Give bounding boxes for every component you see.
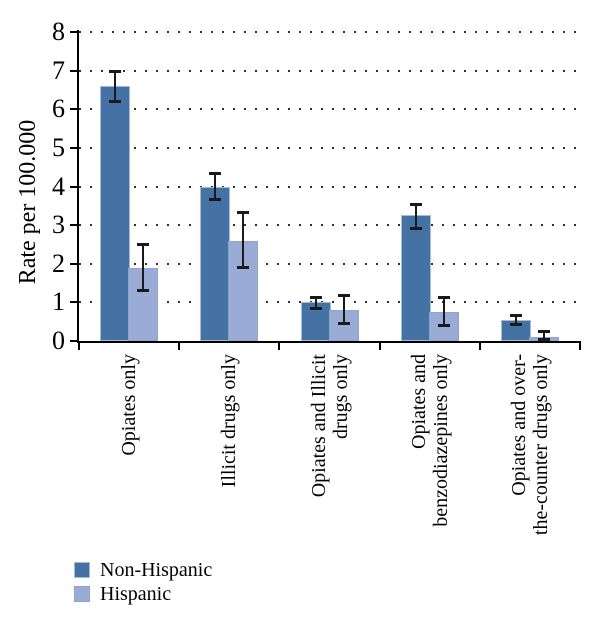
- error-bar-cap-bottom: [109, 100, 121, 103]
- error-bar-line: [415, 204, 417, 229]
- error-bar-cap-bottom: [209, 198, 221, 201]
- y-axis: [77, 30, 79, 343]
- gridline-y-6: [79, 108, 580, 110]
- legend-swatch-non-hispanic-icon: [74, 562, 90, 578]
- x-tick-5: [579, 341, 581, 350]
- gridline-y-7: [79, 70, 580, 72]
- legend-label-hispanic: Hispanic: [100, 582, 172, 605]
- error-bar-line: [114, 71, 116, 102]
- x-tick-0: [78, 341, 80, 350]
- x-category-label-3: Opiates and Illicit drugs only: [307, 354, 352, 498]
- gridline-y-3: [79, 224, 580, 226]
- y-tick-label-5: 5: [52, 132, 65, 162]
- error-bar-line: [343, 295, 345, 324]
- x-axis: [77, 341, 581, 343]
- gridline-y-2: [79, 263, 580, 265]
- error-bar-cap-top: [510, 314, 522, 317]
- error-bar-cap-bottom: [438, 324, 450, 327]
- error-bar-cap-bottom: [310, 307, 322, 310]
- gridline-y-4: [79, 186, 580, 188]
- error-bar-cap-top: [410, 203, 422, 206]
- gridline-y-8: [79, 31, 580, 33]
- y-tick-label-0: 0: [52, 326, 65, 355]
- y-axis-title: Rate per 100.000: [15, 119, 41, 285]
- y-tick-label-1: 1: [52, 287, 65, 317]
- y-tick-label-7: 7: [52, 55, 65, 85]
- x-category-label-1: Opiates only: [118, 354, 141, 456]
- error-bar-cap-top: [310, 296, 322, 299]
- error-bar-cap-top: [209, 172, 221, 175]
- x-tick-1: [178, 341, 180, 350]
- y-tick-label-4: 4: [52, 171, 65, 201]
- x-tick-2: [278, 341, 280, 350]
- error-bar-cap-bottom: [137, 289, 149, 292]
- error-bar-cap-bottom: [237, 266, 249, 269]
- error-bar-cap-top: [338, 294, 350, 297]
- y-tick-label-3: 3: [52, 210, 65, 240]
- legend-swatch-hispanic-icon: [74, 586, 90, 602]
- x-category-label-5: Opiates and over- the-counter drugs only: [507, 354, 552, 536]
- bar-non-hispanic-category-2: [200, 187, 230, 342]
- error-bar-cap-bottom: [410, 227, 422, 230]
- y-tick-label-2: 2: [52, 248, 65, 278]
- error-bar-cap-top: [109, 70, 121, 73]
- error-bar-line: [214, 173, 216, 200]
- x-tick-4: [479, 341, 481, 350]
- error-bar-cap-bottom: [538, 338, 550, 341]
- error-bar-cap-top: [237, 211, 249, 214]
- bar-non-hispanic-category-4: [401, 215, 431, 341]
- legend-item-hispanic: [74, 582, 212, 606]
- gridline-y-5: [79, 147, 580, 149]
- error-bar-cap-top: [538, 330, 550, 333]
- error-bar-cap-top: [137, 243, 149, 246]
- error-bar-cap-top: [438, 296, 450, 299]
- y-tick-label-6: 6: [52, 94, 65, 124]
- error-bar-line: [443, 297, 445, 326]
- x-tick-3: [379, 341, 381, 350]
- legend: [74, 558, 212, 606]
- x-category-label-2: Illicit drugs only: [218, 354, 241, 488]
- legend-label-non-hispanic: Non-Hispanic: [100, 558, 213, 581]
- error-bar-cap-bottom: [338, 322, 350, 325]
- bar-non-hispanic-category-1: [100, 86, 130, 341]
- legend-item-non-hispanic: [74, 558, 212, 582]
- x-category-label-4: Opiates and benzodiazepines only: [407, 354, 452, 527]
- error-bar-line: [142, 244, 144, 290]
- error-bar-line: [242, 212, 244, 268]
- y-tick-label-8: 8: [52, 17, 65, 46]
- error-bar-cap-bottom: [510, 323, 522, 326]
